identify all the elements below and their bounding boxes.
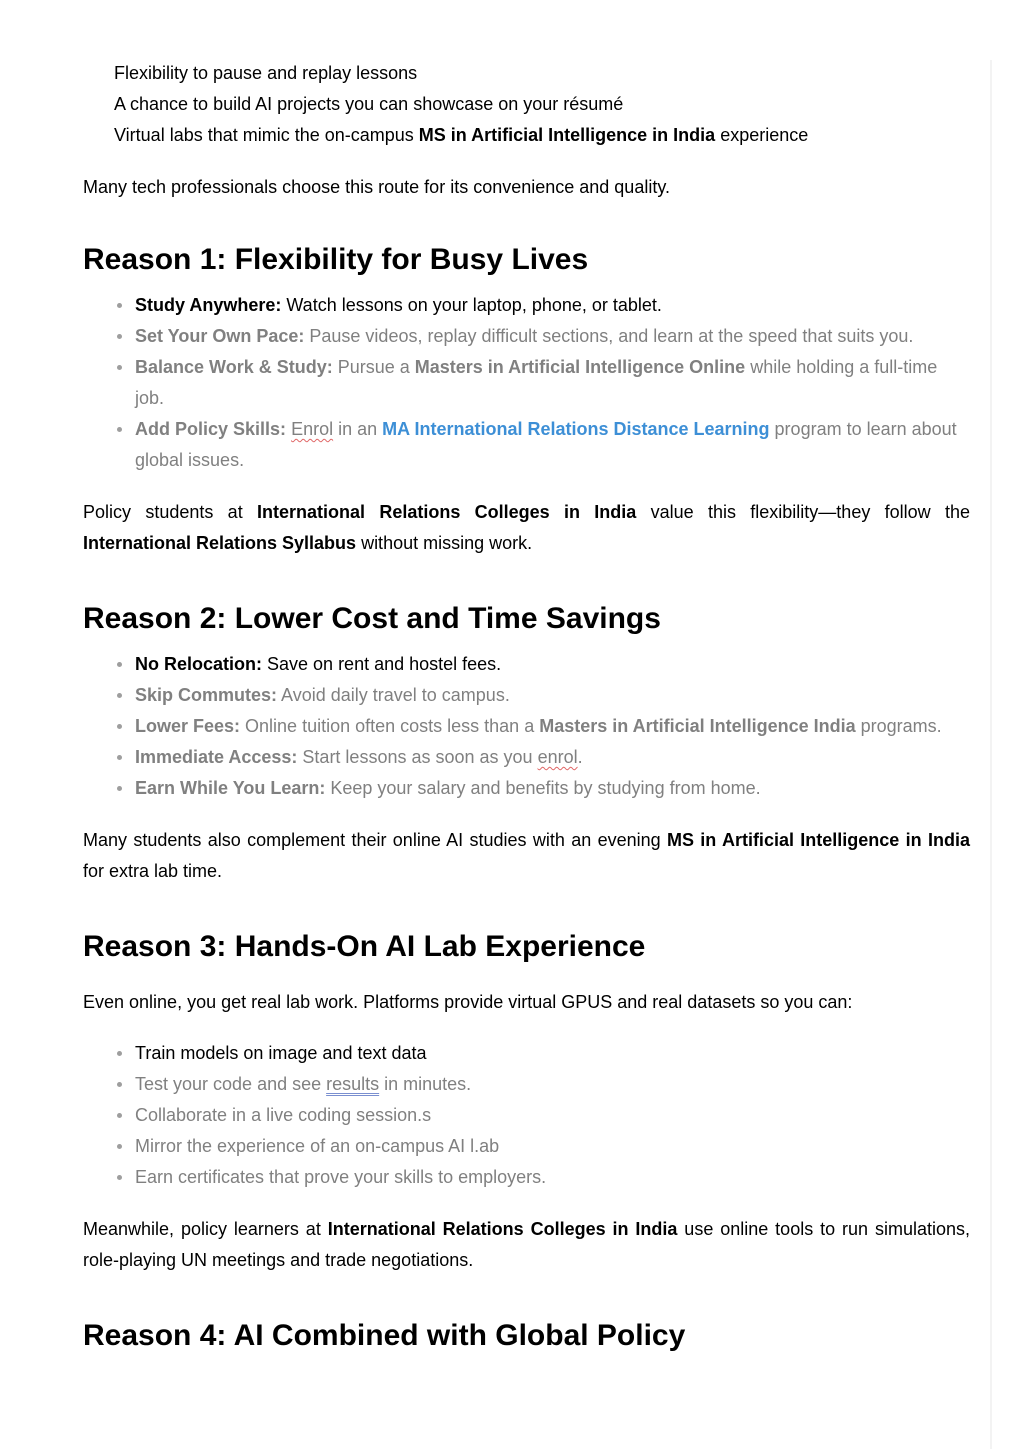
list-item: [135, 742, 970, 773]
item-label: Study Anywhere:: [135, 295, 282, 315]
paragraph-text: Many students also complement their online AI studies with an evening: [83, 830, 667, 850]
reason-2-paragraph: [83, 825, 970, 887]
paragraph-text: use online tools to run simulations, role-playing UN meetings and trade negotiations.: [83, 1219, 970, 1270]
item-label: Set Your Own Pace:: [135, 326, 305, 346]
intro-lines: [83, 58, 970, 151]
paragraph-text: Policy students at: [83, 502, 258, 522]
item-text: Save on rent and hostel fees.: [262, 654, 502, 674]
keyword-bold: Masters in Artificial Intelligence Online: [414, 357, 746, 377]
item-text: Avoid daily travel to campus.: [277, 685, 510, 705]
item-text: program to learn about global issues.: [135, 419, 957, 470]
list-item: Earn certificates that prove your skills to employers.: [135, 1162, 970, 1193]
item-text: in minutes.: [379, 1074, 472, 1094]
section-heading-reason-1: Reason 1: Flexibility for Busy Lives: [83, 243, 589, 276]
list-item: [135, 290, 970, 321]
item-label: Skip Commutes:: [135, 685, 278, 705]
list-item: Mirror the experience of an on-campus AI l.ab: [135, 1131, 970, 1162]
spellcheck-word: Enrol: [291, 419, 334, 439]
reason-2-list: [83, 649, 970, 804]
item-label: Earn While You Learn:: [135, 778, 326, 798]
list-item: [135, 321, 970, 352]
keyword-bold: International Relations Colleges in India: [257, 502, 637, 522]
section-heading-reason-4: Reason 4: AI Combined with Global Policy: [83, 1319, 686, 1352]
keyword-bold: MS in Artificial Intelligence in India: [666, 830, 970, 850]
reason-3-list: [83, 1038, 970, 1193]
section-heading-reason-3: Reason 3: Hands-On AI Lab Experience: [83, 930, 646, 963]
item-label: No Relocation:: [135, 654, 263, 674]
paragraph-text: for extra lab time.: [83, 861, 223, 881]
keyword-bold: International Relations Syllabus: [83, 533, 357, 553]
grammar-flag-word: results: [326, 1074, 380, 1094]
intro-line: Flexibility to pause and replay lessons: [114, 63, 418, 83]
item-text: programs.: [855, 716, 942, 736]
keyword-bold: International Relations Colleges in India: [327, 1219, 678, 1239]
list-item: [135, 711, 970, 742]
item-text: in an: [333, 419, 383, 439]
reason-3-intro: Even online, you get real lab work. Platforms provide virtual GPUS and real datasets so you can:: [83, 992, 853, 1012]
reason-1-paragraph: [83, 497, 970, 559]
reason-3-paragraph: [83, 1214, 970, 1276]
item-text: Test your code and see: [135, 1074, 327, 1094]
page-edge-divider: [990, 60, 992, 1449]
intro-closing-paragraph: Many tech professionals choose this route for its convenience and quality.: [83, 177, 670, 197]
list-item: Collaborate in a live coding session.s: [135, 1100, 970, 1131]
reason-1-list: [83, 290, 970, 476]
keyword-bold: Masters in Artificial Intelligence India: [539, 716, 856, 736]
item-text: while holding a full-time job.: [135, 357, 938, 408]
keyword-bold: MS in Artificial Intelligence in India: [418, 125, 716, 145]
list-item: [135, 680, 970, 711]
course-link[interactable]: MA International Relations Distance Learning: [382, 419, 770, 439]
list-item: [135, 352, 970, 414]
item-label: Balance Work & Study:: [135, 357, 333, 377]
paragraph-text: without missing work.: [356, 533, 533, 553]
item-text: Pause videos, replay difficult sections, and learn at the speed that suits you.: [304, 326, 914, 346]
intro-line-text: experience: [715, 125, 809, 145]
item-text: Start lessons as soon as you: [297, 747, 538, 767]
item-text: Keep your salary and benefits by studying from home.: [325, 778, 761, 798]
section-heading-reason-2: Reason 2: Lower Cost and Time Savings: [83, 602, 661, 635]
item-label: Immediate Access:: [135, 747, 298, 767]
document-content: [83, 58, 970, 1356]
list-item: [135, 649, 970, 680]
item-text: Online tuition often costs less than a: [240, 716, 540, 736]
item-text: .: [577, 747, 583, 767]
list-item: [135, 414, 970, 476]
paragraph-text: Meanwhile, policy learners at: [83, 1219, 328, 1239]
item-text: Watch lessons on your laptop, phone, or tablet.: [281, 295, 662, 315]
item-text: Pursue a: [332, 357, 415, 377]
intro-line: [114, 120, 970, 151]
item-label: Add Policy Skills:: [135, 419, 287, 439]
list-item: [135, 1069, 970, 1100]
paragraph-text: value this flexibility—they follow the: [636, 502, 970, 522]
item-label: Lower Fees:: [135, 716, 241, 736]
spellcheck-word: enrol: [537, 747, 578, 767]
intro-line-text: Virtual labs that mimic the on-campus: [114, 125, 419, 145]
list-item: [135, 773, 970, 804]
intro-line: A chance to build AI projects you can showcase on your résumé: [114, 94, 624, 114]
list-item: Train models on image and text data: [135, 1038, 970, 1069]
